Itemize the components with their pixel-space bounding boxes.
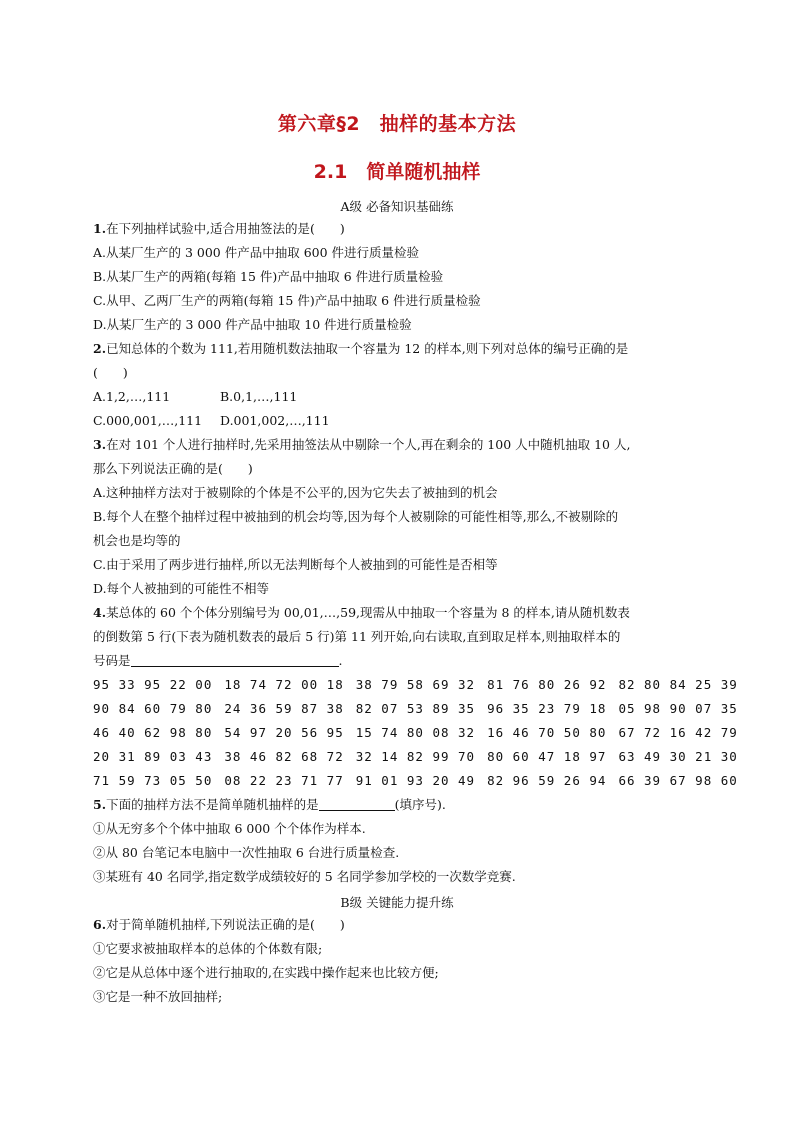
q2-option-d: D.001,002,…,111: [220, 413, 330, 428]
q5-tail: (填序号).: [394, 797, 446, 812]
random-table-group: 38 79 58 69 32: [355, 677, 476, 692]
random-table-group: 71 59 73 05 50: [93, 773, 213, 788]
q4-text-3: 号码是: [93, 653, 131, 668]
q4-number: 4.: [93, 605, 107, 620]
q4-text-1: 某总体的 60 个个体分别编号为 00,01,…,59,现需从中抽取一个容量为 8 的样本,请从随机数表: [106, 605, 630, 620]
random-table-group: 91 01 93 20 49: [355, 773, 476, 788]
q4-stem-3: [93, 653, 343, 669]
random-table-group: 15 74 80 08 32: [355, 725, 476, 740]
random-table-row: [93, 773, 750, 789]
random-table-group: 95 33 95 22 00: [93, 677, 213, 692]
section-a-heading: A级 必备知识基础练: [340, 199, 454, 214]
random-table-group: 96 35 23 79 18: [487, 701, 607, 716]
q3-option-b-2: 机会也是均等的: [93, 533, 181, 548]
q1-option-b: B.从某厂生产的两箱(每箱 15 件)产品中抽取 6 件进行质量检验: [93, 269, 444, 284]
q5-item-2: ②从 80 台笔记本电脑中一次性抽取 6 台进行质量检查.: [93, 845, 400, 860]
random-table-group: 16 46 70 50 80: [487, 725, 607, 740]
random-table-group: 63 49 30 21 30: [618, 749, 738, 764]
q1-stem: [93, 221, 345, 237]
random-table-group: 24 36 59 87 38: [224, 701, 344, 716]
q5-stem: [93, 797, 446, 813]
q2-option-c: C.000,001,…,111: [93, 413, 203, 428]
random-table-group: 38 46 82 68 72: [224, 749, 344, 764]
random-table-group: 46 40 62 98 80: [93, 725, 213, 740]
chapter-title: 第六章§2 抽样的基本方法: [277, 113, 517, 135]
q2-option-a: A.1,2,…,111: [93, 389, 171, 404]
random-table-group: 66 39 67 98 60: [618, 773, 738, 788]
random-table-group: 32 14 82 99 70: [355, 749, 476, 764]
q1-number: 1.: [93, 221, 107, 236]
q4-period: .: [338, 653, 343, 668]
q2-stem: [93, 341, 628, 357]
random-table-group: 67 72 16 42 79: [618, 725, 738, 740]
section-b-heading: B级 关键能力提升练: [340, 895, 454, 910]
q4-answer-blank[interactable]: [131, 654, 339, 667]
q6-item-3: ③它是一种不放回抽样;: [93, 989, 223, 1004]
random-table-group: 18 74 72 00 18: [224, 677, 344, 692]
q6-text: 对于简单随机抽样,下列说法正确的是( ): [106, 917, 345, 932]
q1-option-d: D.从某厂生产的 3 000 件产品中抽取 10 件进行质量检验: [93, 317, 412, 332]
random-table-row: [93, 701, 750, 717]
q4-stem-1: [93, 605, 630, 621]
q5-item-3: ③某班有 40 名同学,指定数学成绩较好的 5 名同学参加学校的一次数学竞赛.: [93, 869, 516, 884]
q5-number: 5.: [93, 797, 107, 812]
q1-option-c: C.从甲、乙两厂生产的两箱(每箱 15 件)产品中抽取 6 件进行质量检验: [93, 293, 481, 308]
random-table-row: [93, 677, 750, 693]
q2-text: 已知总体的个数为 111,若用随机数法抽取一个容量为 12 的样本,则下列对总体的编号正确的是: [106, 341, 629, 356]
q5-text: 下面的抽样方法不是简单随机抽样的是: [106, 797, 319, 812]
q2-option-b: B.0,1,…,111: [220, 389, 298, 404]
q5-answer-blank[interactable]: [319, 798, 395, 811]
q1-option-a: A.从某厂生产的 3 000 件产品中抽取 600 件进行质量检验: [93, 245, 420, 260]
q3-stem-2: 那么下列说法正确的是( ): [93, 461, 253, 476]
q6-item-1: ①它要求被抽取样本的总体的个体数有限;: [93, 941, 323, 956]
random-table-row: [93, 749, 750, 765]
q3-option-d: D.每个人被抽到的可能性不相等: [93, 581, 270, 596]
random-table-group: 90 84 60 79 80: [93, 701, 213, 716]
random-table-group: 82 80 84 25 39: [618, 677, 738, 692]
random-table-group: 82 96 59 26 94: [487, 773, 607, 788]
q2-number: 2.: [93, 341, 107, 356]
q3-text-1: 在对 101 个人进行抽样时,先采用抽签法从中剔除一个人,再在剩余的 100 人中随机抽取 10 人,: [106, 437, 631, 452]
random-table-group: 81 76 80 26 92: [487, 677, 607, 692]
random-table-row: [93, 725, 750, 741]
q1-text: 在下列抽样试验中,适合用抽签法的是( ): [106, 221, 345, 236]
q3-number: 3.: [93, 437, 107, 452]
q6-stem: [93, 917, 345, 933]
q3-option-b-1: B.每个人在整个抽样过程中被抽到的机会均等,因为每个人被剔除的可能性相等,那么,不被剔除的: [93, 509, 619, 524]
q6-item-2: ②它是从总体中逐个进行抽取的,在实践中操作起来也比较方便;: [93, 965, 439, 980]
q5-item-1: ①从无穷多个个体中抽取 6 000 个个体作为样本.: [93, 821, 366, 836]
q3-option-a: A.这种抽样方法对于被剔除的个体是不公平的,因为它失去了被抽到的机会: [93, 485, 498, 500]
q3-option-c: C.由于采用了两步进行抽样,所以无法判断每个人被抽到的可能性是否相等: [93, 557, 498, 572]
random-table-group: 80 60 47 18 97: [487, 749, 607, 764]
q4-stem-2: 的倒数第 5 行(下表为随机数表的最后 5 行)第 11 列开始,向右读取,直到取足样本,则抽取样本的: [93, 629, 621, 644]
section-title: 2.1 简单随机抽样: [313, 161, 481, 183]
q3-stem-1: [93, 437, 630, 453]
q2-paren: ( ): [93, 365, 128, 380]
random-table-group: 20 31 89 03 43: [93, 749, 213, 764]
q6-number: 6.: [93, 917, 107, 932]
random-table-group: 05 98 90 07 35: [618, 701, 738, 716]
random-table-group: 82 07 53 89 35: [355, 701, 476, 716]
random-table-group: 54 97 20 56 95: [224, 725, 344, 740]
random-table-group: 08 22 23 71 77: [224, 773, 344, 788]
